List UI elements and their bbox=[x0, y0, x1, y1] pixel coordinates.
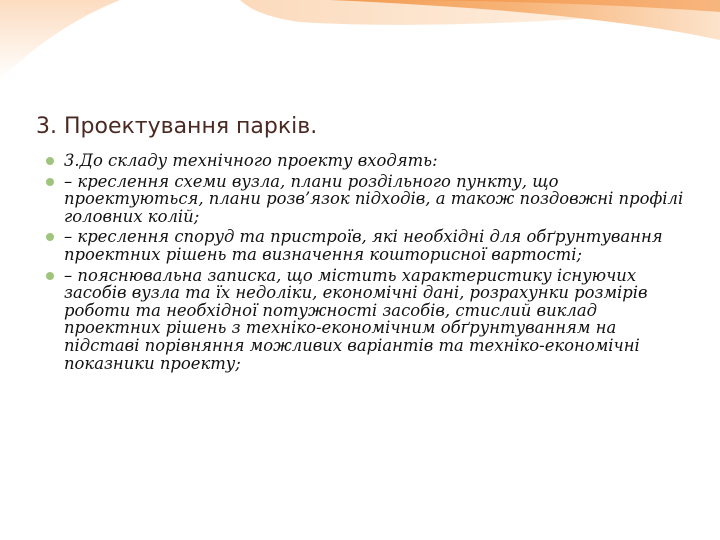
bullet-icon bbox=[46, 233, 54, 241]
list-item bbox=[46, 267, 686, 373]
slide-title: 3. Проектування парків. bbox=[36, 114, 318, 139]
bullet-icon bbox=[46, 272, 54, 280]
list-item-text: – креслення схеми вузла, плани роздільного пункту, що проектуються, плани розв’язок підходів, а також поздовжні профілі головних колій; bbox=[64, 171, 684, 226]
list-item bbox=[46, 228, 686, 263]
decorative-swoosh bbox=[0, 0, 720, 110]
list-item bbox=[46, 152, 686, 170]
list-item-text: – креслення споруд та пристроїв, які необхідні для обґрунтування проектних рішень та визначення кошторисної вартості; bbox=[64, 227, 663, 264]
list-item-text: 3.До складу технічного проекту входять: bbox=[64, 151, 438, 170]
bullet-icon bbox=[46, 157, 54, 165]
bullet-icon bbox=[46, 178, 54, 186]
list-item bbox=[46, 173, 686, 226]
list-item-text: – пояснювальна записка, що містить характеристику існуючих засобів вузла та їх недоліки, економічні дані, розрахунки розмірів роботи та необхідної потужності засобів, стислий виклад проектних рішень з техніко-економічним обґрунтуванням на підставі порівняння можливих варіантів та техніко-економічні показники проекту; bbox=[64, 265, 648, 373]
bullet-list bbox=[46, 152, 686, 375]
